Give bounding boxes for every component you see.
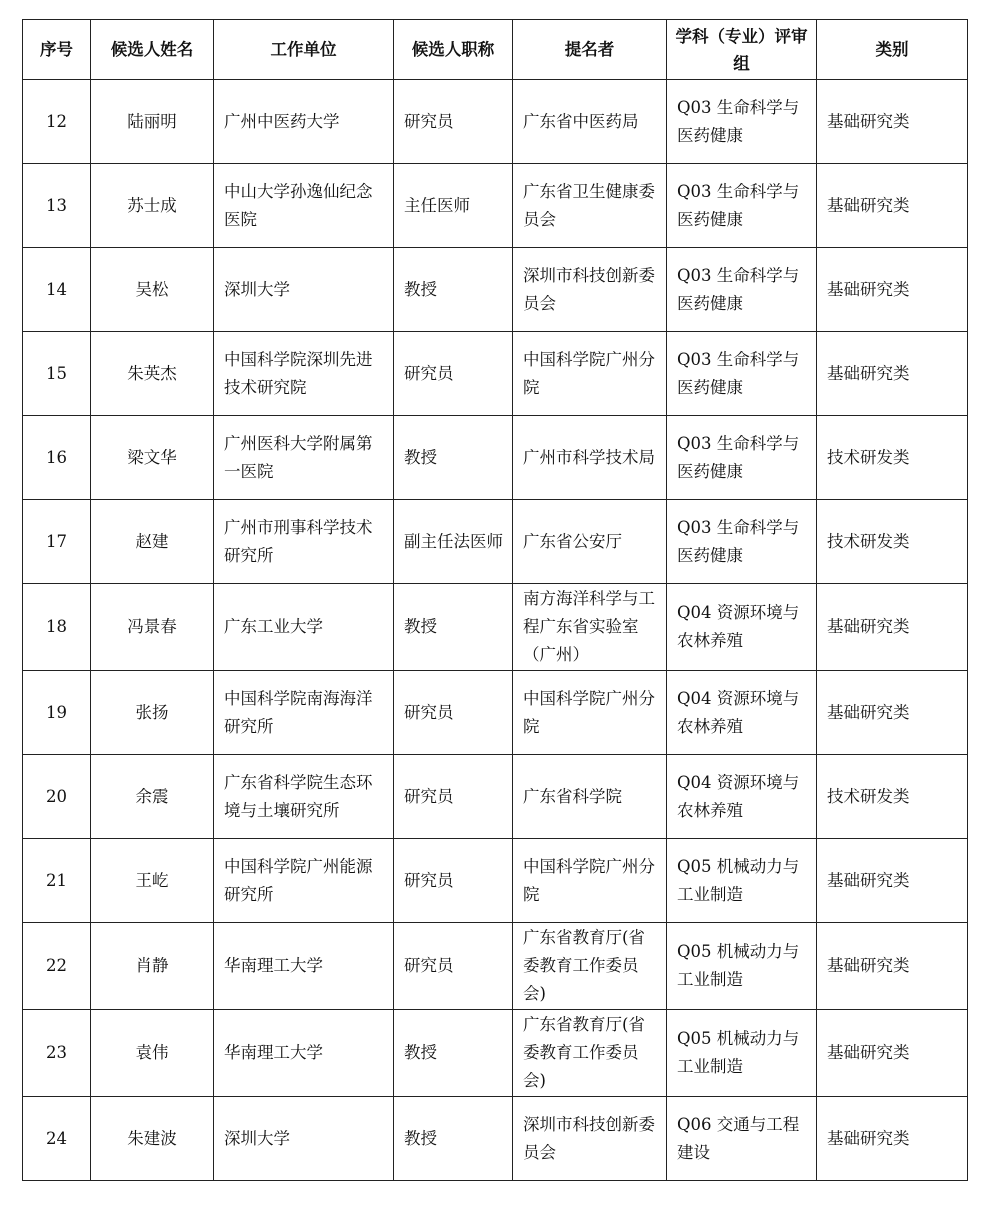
cell-title: 研究员 bbox=[394, 923, 513, 1010]
cell-category: 基础研究类 bbox=[817, 80, 968, 164]
cell-name: 张扬 bbox=[91, 671, 214, 755]
cell-no: 16 bbox=[23, 416, 91, 500]
cell-category: 技术研发类 bbox=[817, 755, 968, 839]
cell-name: 袁伟 bbox=[91, 1010, 214, 1097]
cell-group: Q05 机械动力与工业制造 bbox=[667, 923, 817, 1010]
cell-title: 教授 bbox=[394, 416, 513, 500]
cell-title: 研究员 bbox=[394, 755, 513, 839]
cell-nominator: 中国科学院广州分院 bbox=[513, 671, 667, 755]
cell-group: Q06 交通与工程建设 bbox=[667, 1097, 817, 1181]
header-org: 工作单位 bbox=[214, 20, 394, 80]
cell-group: Q05 机械动力与工业制造 bbox=[667, 839, 817, 923]
table-row bbox=[23, 923, 968, 1010]
cell-title: 研究员 bbox=[394, 839, 513, 923]
cell-nominator: 广东省中医药局 bbox=[513, 80, 667, 164]
cell-nominator: 南方海洋科学与工程广东省实验室（广州） bbox=[513, 584, 667, 671]
table-row bbox=[23, 416, 968, 500]
table-row bbox=[23, 1010, 968, 1097]
cell-title: 教授 bbox=[394, 1010, 513, 1097]
table-row bbox=[23, 500, 968, 584]
cell-name: 赵建 bbox=[91, 500, 214, 584]
table-row bbox=[23, 584, 968, 671]
cell-org: 广州中医药大学 bbox=[214, 80, 394, 164]
cell-name: 梁文华 bbox=[91, 416, 214, 500]
cell-name: 吴松 bbox=[91, 248, 214, 332]
cell-nominator: 深圳市科技创新委员会 bbox=[513, 248, 667, 332]
cell-category: 技术研发类 bbox=[817, 500, 968, 584]
cell-org: 华南理工大学 bbox=[214, 923, 394, 1010]
cell-nominator: 广东省公安厅 bbox=[513, 500, 667, 584]
cell-category: 基础研究类 bbox=[817, 671, 968, 755]
cell-nominator: 中国科学院广州分院 bbox=[513, 839, 667, 923]
cell-group: Q05 机械动力与工业制造 bbox=[667, 1010, 817, 1097]
cell-no: 22 bbox=[23, 923, 91, 1010]
cell-name: 冯景春 bbox=[91, 584, 214, 671]
cell-org: 中国科学院深圳先进技术研究院 bbox=[214, 332, 394, 416]
cell-org: 深圳大学 bbox=[214, 248, 394, 332]
cell-group: Q03 生命科学与医药健康 bbox=[667, 332, 817, 416]
table-row bbox=[23, 1097, 968, 1181]
cell-no: 18 bbox=[23, 584, 91, 671]
cell-no: 13 bbox=[23, 164, 91, 248]
cell-title: 教授 bbox=[394, 1097, 513, 1181]
cell-title: 研究员 bbox=[394, 80, 513, 164]
header-nominator: 提名者 bbox=[513, 20, 667, 80]
cell-name: 朱建波 bbox=[91, 1097, 214, 1181]
cell-no: 21 bbox=[23, 839, 91, 923]
table-body bbox=[23, 80, 968, 1181]
cell-group: Q03 生命科学与医药健康 bbox=[667, 164, 817, 248]
cell-org: 广州医科大学附属第一医院 bbox=[214, 416, 394, 500]
table-row bbox=[23, 839, 968, 923]
cell-title: 副主任法医师 bbox=[394, 500, 513, 584]
cell-group: Q04 资源环境与农林养殖 bbox=[667, 584, 817, 671]
cell-nominator: 广东省科学院 bbox=[513, 755, 667, 839]
cell-nominator: 广东省卫生健康委员会 bbox=[513, 164, 667, 248]
cell-category: 基础研究类 bbox=[817, 332, 968, 416]
table-row bbox=[23, 248, 968, 332]
cell-no: 23 bbox=[23, 1010, 91, 1097]
cell-category: 基础研究类 bbox=[817, 839, 968, 923]
cell-nominator: 中国科学院广州分院 bbox=[513, 332, 667, 416]
cell-title: 教授 bbox=[394, 248, 513, 332]
cell-category: 基础研究类 bbox=[817, 248, 968, 332]
cell-category: 基础研究类 bbox=[817, 164, 968, 248]
table-row bbox=[23, 80, 968, 164]
cell-org: 华南理工大学 bbox=[214, 1010, 394, 1097]
cell-org: 深圳大学 bbox=[214, 1097, 394, 1181]
header-category: 类别 bbox=[817, 20, 968, 80]
cell-group: Q04 资源环境与农林养殖 bbox=[667, 755, 817, 839]
header-title: 候选人职称 bbox=[394, 20, 513, 80]
cell-category: 基础研究类 bbox=[817, 584, 968, 671]
cell-category: 技术研发类 bbox=[817, 416, 968, 500]
cell-org: 广东省科学院生态环境与土壤研究所 bbox=[214, 755, 394, 839]
cell-org: 广州市刑事科学技术研究所 bbox=[214, 500, 394, 584]
cell-name: 陆丽明 bbox=[91, 80, 214, 164]
cell-no: 14 bbox=[23, 248, 91, 332]
table-row bbox=[23, 164, 968, 248]
cell-nominator: 广东省教育厅(省委教育工作委员会) bbox=[513, 923, 667, 1010]
cell-org: 广东工业大学 bbox=[214, 584, 394, 671]
candidate-table bbox=[22, 19, 968, 1181]
header-name: 候选人姓名 bbox=[91, 20, 214, 80]
cell-category: 基础研究类 bbox=[817, 1097, 968, 1181]
header-no: 序号 bbox=[23, 20, 91, 80]
table-row bbox=[23, 671, 968, 755]
cell-org: 中国科学院南海海洋研究所 bbox=[214, 671, 394, 755]
table-row bbox=[23, 332, 968, 416]
cell-name: 余震 bbox=[91, 755, 214, 839]
cell-title: 主任医师 bbox=[394, 164, 513, 248]
cell-group: Q04 资源环境与农林养殖 bbox=[667, 671, 817, 755]
cell-no: 17 bbox=[23, 500, 91, 584]
cell-title: 研究员 bbox=[394, 332, 513, 416]
cell-no: 24 bbox=[23, 1097, 91, 1181]
cell-org: 中山大学孙逸仙纪念医院 bbox=[214, 164, 394, 248]
cell-name: 肖静 bbox=[91, 923, 214, 1010]
table-row bbox=[23, 755, 968, 839]
cell-group: Q03 生命科学与医药健康 bbox=[667, 416, 817, 500]
cell-nominator: 深圳市科技创新委员会 bbox=[513, 1097, 667, 1181]
cell-no: 12 bbox=[23, 80, 91, 164]
cell-no: 20 bbox=[23, 755, 91, 839]
cell-group: Q03 生命科学与医药健康 bbox=[667, 248, 817, 332]
cell-title: 研究员 bbox=[394, 671, 513, 755]
cell-nominator: 广州市科学技术局 bbox=[513, 416, 667, 500]
cell-group: Q03 生命科学与医药健康 bbox=[667, 500, 817, 584]
cell-name: 苏士成 bbox=[91, 164, 214, 248]
cell-category: 基础研究类 bbox=[817, 1010, 968, 1097]
cell-name: 朱英杰 bbox=[91, 332, 214, 416]
cell-org: 中国科学院广州能源研究所 bbox=[214, 839, 394, 923]
cell-no: 19 bbox=[23, 671, 91, 755]
cell-name: 王屹 bbox=[91, 839, 214, 923]
table-header-row bbox=[23, 20, 968, 80]
cell-nominator: 广东省教育厅(省委教育工作委员会) bbox=[513, 1010, 667, 1097]
cell-title: 教授 bbox=[394, 584, 513, 671]
header-group: 学科（专业）评审组 bbox=[667, 20, 817, 80]
cell-no: 15 bbox=[23, 332, 91, 416]
cell-group: Q03 生命科学与医药健康 bbox=[667, 80, 817, 164]
cell-category: 基础研究类 bbox=[817, 923, 968, 1010]
